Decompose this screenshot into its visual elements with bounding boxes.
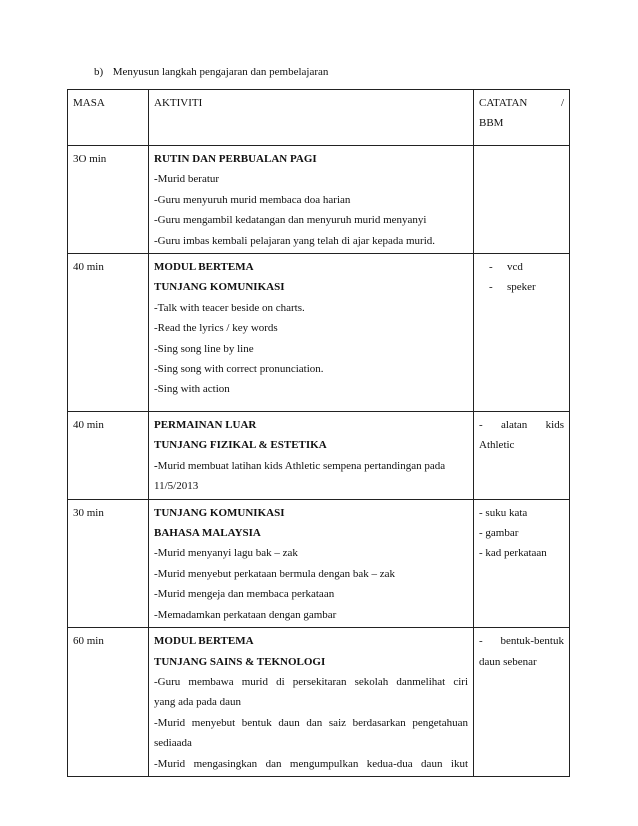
activity-line: -Read the lyrics / key words xyxy=(154,322,278,335)
activity-title: TUNJANG KOMUNIKASI xyxy=(154,506,285,519)
catatan-item xyxy=(479,277,564,297)
activity-title: MODUL BERTEMA xyxy=(154,261,254,274)
row-masa: 3O min xyxy=(68,146,149,254)
activity-line-text: Murid membuat latihan kids Athletic sempena pertandingan pada xyxy=(157,459,446,472)
header-catatan-label: CATATAN xyxy=(479,97,528,109)
activity-line: -Talk with teacer beside on charts. xyxy=(154,301,305,314)
row-aktiviti xyxy=(149,412,474,500)
header-masa: MASA xyxy=(68,90,149,146)
row-catatan xyxy=(474,628,570,777)
catatan-text: vcd xyxy=(507,261,523,274)
catatan-word: alatan xyxy=(501,419,528,432)
catatan-text: speker xyxy=(507,281,536,294)
table-row xyxy=(68,412,570,500)
row-aktiviti xyxy=(149,146,474,254)
row-catatan xyxy=(474,254,570,412)
catatan-item xyxy=(479,257,564,277)
catatan-line: daun sebenar xyxy=(479,655,537,668)
activity-line: -Guru mengambil kedatangan dan menyuruh murid menyanyi xyxy=(154,214,427,227)
header-catatan xyxy=(474,90,570,146)
catatan-word: bentuk-bentuk xyxy=(500,635,564,648)
catatan-dash: - xyxy=(479,419,483,432)
row-catatan xyxy=(474,499,570,627)
activity-title: MODUL BERTEMA xyxy=(154,635,254,648)
activity-line: -Sing song with correct pronunciation. xyxy=(154,363,324,376)
lesson-plan-table xyxy=(67,89,570,777)
row-aktiviti xyxy=(149,628,474,777)
row-aktiviti xyxy=(149,254,474,412)
catatan-line: - kad perkataan xyxy=(479,547,547,560)
activity-line: -Sing song line by line xyxy=(154,342,254,355)
activity-line: -Guru menyuruh murid membaca doa harian xyxy=(154,193,351,206)
activity-line: yang ada pada daun xyxy=(154,696,242,709)
activity-line: -Murid mengasingkan dan mengumpulkan kedua-dua daun ikut xyxy=(154,757,468,770)
activity-line: -Murid menyebut bentuk daun dan saiz berdasarkan pengetahuan xyxy=(154,716,468,729)
activity-title: RUTIN DAN PERBUALAN PAGI xyxy=(154,153,317,165)
activity-line-prefix: - xyxy=(154,459,158,472)
activity-subtitle: TUNJANG KOMUNIKASI xyxy=(154,281,285,294)
row-masa: 60 min xyxy=(68,628,149,777)
section-heading xyxy=(94,66,328,78)
activity-line: -Guru membawa murid di persekitaran sekolah danmelihat ciri xyxy=(154,675,468,688)
row-masa: 30 min xyxy=(68,499,149,627)
activity-subtitle: TUNJANG FIZIKAL & ESTETIKA xyxy=(154,439,327,452)
activity-subtitle: BAHASA MALAYSIA xyxy=(154,527,261,540)
heading-text: Menyusun langkah pengajaran dan pembelajaran xyxy=(112,66,329,78)
table-row xyxy=(68,628,570,777)
catatan-line: - gambar xyxy=(479,527,519,540)
header-catatan-slash: / xyxy=(560,97,564,109)
catatan-line: Athletic xyxy=(479,439,515,452)
activity-line: -Murid menyanyi lagu bak – zak xyxy=(154,547,298,560)
catatan-dash: - xyxy=(489,281,493,294)
header-aktiviti: AKTIVITI xyxy=(149,90,474,146)
catatan-line xyxy=(479,415,564,435)
table-row xyxy=(68,146,570,254)
row-catatan xyxy=(474,146,570,254)
header-bbm-label: BBM xyxy=(479,117,504,130)
activity-line-prefix: - xyxy=(154,173,158,186)
activity-line: -Murid menyebut perkataan bermula dengan bak – zak xyxy=(154,567,395,580)
row-masa: 40 min xyxy=(68,254,149,412)
activity-line xyxy=(154,456,468,476)
catatan-word: kids xyxy=(545,419,564,432)
catatan-dash: - xyxy=(479,635,483,648)
activity-line: 11/5/2013 xyxy=(154,480,199,493)
activity-line: -Guru imbas kembali pelajaran yang telah di ajar kepada murid. xyxy=(154,234,436,247)
heading-number: b) xyxy=(94,66,104,78)
row-catatan xyxy=(474,412,570,500)
activity-line: -Memadamkan perkataan dengan gambar xyxy=(154,608,337,621)
activity-line-text: Murid beratur xyxy=(157,173,220,186)
catatan-line: - suku kata xyxy=(479,506,528,519)
catatan-line xyxy=(479,631,564,651)
table-row xyxy=(68,254,570,412)
table-header-row xyxy=(68,90,570,146)
activity-title: PERMAINAN LUAR xyxy=(154,419,257,432)
row-masa: 40 min xyxy=(68,412,149,500)
activity-line: -Murid mengeja dan membaca perkataan xyxy=(154,588,335,601)
row-aktiviti xyxy=(149,499,474,627)
activity-line xyxy=(154,169,468,189)
catatan-dash: - xyxy=(489,261,493,274)
table-row xyxy=(68,499,570,627)
activity-line: -Sing with action xyxy=(154,383,230,396)
activity-subtitle: TUNJANG SAINS & TEKNOLOGI xyxy=(154,655,326,668)
activity-line: sediaada xyxy=(154,737,192,750)
